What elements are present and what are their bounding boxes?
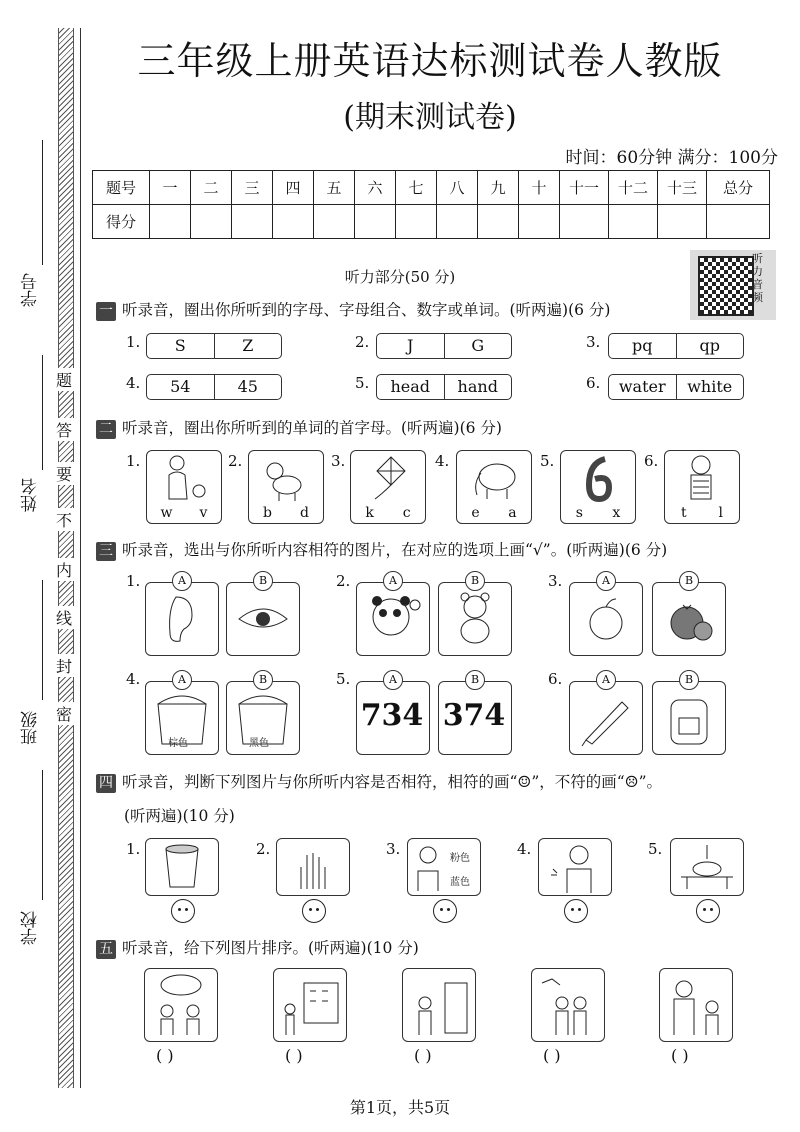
section-text: 听录音，给下列图片排序。(听两遍)(10 分) (122, 939, 419, 957)
sequence-card (402, 968, 476, 1042)
time-info: 时间：60分钟 满分：100分 (565, 148, 778, 168)
letter-a[interactable]: k (365, 505, 374, 521)
score-header-cell: 四 (273, 171, 314, 205)
elephant-icon (457, 451, 531, 503)
tiger-icon (665, 451, 739, 503)
kids-at-door-icon (403, 969, 475, 1041)
order-answer-blank[interactable]: ( ) (156, 1046, 174, 1065)
section-text: 听录音，判断下列图片与你所听内容是否相符，相符的画“☺”，不符的画“☹”。 (122, 773, 662, 791)
choice-card[interactable] (356, 582, 430, 656)
question-number: 3. (331, 452, 346, 470)
letter-a[interactable]: s (575, 505, 583, 521)
score-header-cell: 一 (150, 171, 191, 205)
option-pair (376, 333, 512, 359)
class-label: 班级 (21, 711, 41, 745)
option-a[interactable]: 54 (170, 377, 191, 396)
letter-a[interactable]: e (471, 505, 480, 521)
choice-a-label[interactable]: A (596, 571, 616, 591)
sick-dog-icon (671, 839, 743, 895)
question-number: 1. (126, 840, 141, 858)
question-number: 1. (126, 452, 141, 470)
score-cell[interactable] (314, 205, 355, 239)
score-header-cell: 总分 (707, 171, 770, 205)
face-answer-circle[interactable] (564, 899, 588, 923)
section-4-title (96, 770, 662, 793)
section-text: 听录音，圈出你所听到的字母、字母组合、数字或单词。(听两遍)(6 分) (122, 301, 611, 319)
orange-icon (570, 583, 642, 655)
choice-card[interactable] (438, 681, 512, 755)
sequence-card (659, 968, 733, 1042)
score-table-score-row (93, 205, 770, 239)
section-1-title (96, 298, 610, 321)
eye-icon (227, 583, 299, 655)
score-header-cell: 题号 (93, 171, 150, 205)
order-answer-blank[interactable]: ( ) (285, 1046, 303, 1065)
score-cell[interactable] (437, 205, 478, 239)
choice-b-label[interactable]: B (465, 670, 485, 690)
pen-icon (570, 682, 642, 754)
letter-b[interactable]: l (718, 505, 724, 521)
question-number: 1. (126, 572, 141, 590)
binding-warning-char: 密 (54, 702, 74, 725)
question-number: 3. (548, 572, 563, 590)
option-a[interactable]: head (390, 377, 431, 396)
page-footer: 第1页，共5页 (349, 1098, 451, 1117)
page-title: 三年级上册英语达标测试卷人教版 (137, 39, 723, 83)
picture-card (560, 450, 636, 524)
score-cell[interactable] (191, 205, 232, 239)
section-badge: 三 (96, 542, 116, 561)
name-label: 姓名 (21, 478, 41, 512)
option-a[interactable]: water (618, 377, 666, 396)
section-4-sub: (听两遍)(10 分) (124, 807, 235, 825)
letter-b[interactable]: x (612, 505, 621, 521)
choice-card[interactable] (145, 681, 219, 755)
teddy-bear-icon (439, 583, 511, 655)
question-number: 3. (586, 333, 601, 351)
choice-a-label[interactable]: A (172, 670, 192, 690)
choice-card[interactable] (652, 582, 726, 656)
score-cell[interactable] (560, 205, 609, 239)
question-number: 6. (644, 452, 659, 470)
question-number: 5. (540, 452, 555, 470)
sequence-card (531, 968, 605, 1042)
picture-card (350, 450, 426, 524)
score-cell[interactable] (232, 205, 273, 239)
doctor-icon (147, 451, 221, 503)
choice-card[interactable] (226, 681, 300, 755)
ear-icon (146, 583, 218, 655)
question-number: 6. (586, 374, 601, 392)
picture-card (248, 450, 324, 524)
student-id-field[interactable] (42, 140, 43, 265)
question-number: 1. (126, 333, 141, 351)
score-header-cell: 五 (314, 171, 355, 205)
score-header-cell: 十 (519, 171, 560, 205)
choice-a-label[interactable]: A (596, 670, 616, 690)
choice-card[interactable] (226, 582, 300, 656)
section-badge: 四 (96, 774, 116, 793)
picture-card (456, 450, 532, 524)
name-field[interactable] (42, 355, 43, 470)
score-header-cell: 九 (478, 171, 519, 205)
question-number: 2. (228, 452, 243, 470)
talking-kids-icon (145, 969, 217, 1041)
score-header-cell: 十三 (658, 171, 707, 205)
order-answer-blank[interactable]: ( ) (671, 1046, 689, 1065)
schoolbag-icon (653, 682, 725, 754)
section-text: 听录音，圈出你所听到的单词的首字母。(听两遍)(6 分) (122, 419, 502, 437)
choice-b-label[interactable]: B (253, 670, 273, 690)
score-cell[interactable] (707, 205, 770, 239)
tomato-icon (653, 583, 725, 655)
order-answer-blank[interactable]: ( ) (414, 1046, 432, 1065)
section-badge: 一 (96, 302, 116, 321)
score-row-label: 得分 (93, 205, 150, 239)
section-3-title (96, 538, 667, 561)
order-answer-blank[interactable]: ( ) (543, 1046, 561, 1065)
choice-card[interactable] (652, 681, 726, 755)
option-b[interactable]: 45 (214, 375, 282, 399)
school-label: 学校 (21, 911, 41, 945)
score-header-cell: 八 (437, 171, 478, 205)
choice-a-label[interactable]: A (383, 670, 403, 690)
school-field[interactable] (42, 770, 43, 900)
qr-code-icon (698, 256, 754, 316)
score-cell[interactable] (273, 205, 314, 239)
score-cell[interactable] (609, 205, 658, 239)
score-cell[interactable] (150, 205, 191, 239)
option-pair (608, 333, 744, 359)
score-cell[interactable] (396, 205, 437, 239)
question-number: 2. (336, 572, 351, 590)
score-cell[interactable] (519, 205, 560, 239)
section-text: 听录音，选出与你所听内容相符的图片，在对应的选项上画“√”。(听两遍)(6 分) (122, 541, 668, 559)
choice-card[interactable] (438, 582, 512, 656)
binding-warning-char: 封 (54, 654, 74, 677)
score-cell[interactable] (355, 205, 396, 239)
mother-and-child-icon (660, 969, 732, 1041)
bucket-icon (146, 839, 218, 895)
judge-card (407, 838, 481, 896)
letter-a[interactable]: t (680, 505, 687, 521)
question-number: 5. (648, 840, 663, 858)
qr-code[interactable] (690, 250, 776, 320)
choice-card[interactable] (569, 681, 643, 755)
hand-icon (277, 839, 349, 895)
option-pair (376, 374, 512, 400)
number-six-icon (561, 451, 635, 503)
question-number: 4. (126, 374, 141, 392)
section-badge: 二 (96, 420, 116, 439)
face-answer-circle[interactable] (433, 899, 457, 923)
letter-a[interactable]: b (263, 505, 272, 521)
choice-b-label[interactable]: B (679, 670, 699, 690)
letter-b[interactable]: a (508, 505, 517, 521)
question-number: 2. (355, 333, 370, 351)
choice-a-label[interactable]: A (172, 571, 192, 591)
option-pair (146, 374, 282, 400)
qr-caption: 听力音频 (752, 252, 763, 304)
choice-b-label[interactable]: B (253, 571, 273, 591)
option-a[interactable]: J (407, 336, 414, 355)
option-b[interactable]: qp (676, 334, 744, 358)
section-2-title (96, 416, 502, 439)
boy-clapping-icon (539, 839, 611, 895)
option-b[interactable]: hand (444, 375, 512, 399)
choice-card[interactable] (356, 681, 430, 755)
judge-card (276, 838, 350, 896)
dog-icon (249, 451, 323, 503)
score-cell[interactable] (658, 205, 707, 239)
letter-b[interactable]: d (300, 505, 309, 521)
question-number: 4. (517, 840, 532, 858)
color-label: 蓝色 (450, 877, 470, 888)
kids-pointing-icon (532, 969, 604, 1041)
score-header-cell: 七 (396, 171, 437, 205)
score-cell[interactable] (478, 205, 519, 239)
sequence-card (273, 968, 347, 1042)
listening-header: 听力部分(50 分) (344, 268, 456, 286)
face-answer-circle[interactable] (171, 899, 195, 923)
question-number: 4. (435, 452, 450, 470)
paint-label: 黑色 (249, 738, 269, 749)
binding-warning-char: 不 (54, 508, 74, 531)
option-b[interactable]: Z (214, 334, 282, 358)
binding-warning-char: 线 (54, 606, 74, 629)
picture-card (146, 450, 222, 524)
option-pair (608, 374, 744, 400)
option-b[interactable]: white (676, 375, 744, 399)
binding-warning-char: 要 (54, 462, 74, 485)
sequence-card (144, 968, 218, 1042)
binding-line (80, 28, 81, 1088)
judge-card (145, 838, 219, 896)
judge-card (538, 838, 612, 896)
option-pair (146, 333, 282, 359)
kite-icon (351, 451, 425, 503)
score-header-cell: 三 (232, 171, 273, 205)
letter-b[interactable]: c (402, 505, 411, 521)
score-table (92, 170, 770, 239)
option-a[interactable]: S (174, 336, 186, 355)
question-number: 3. (386, 840, 401, 858)
page-subtitle: (期末测试卷) (343, 100, 517, 135)
number-label: 734 (360, 698, 424, 733)
binding-warning-char: 答 (54, 418, 74, 441)
score-header-cell: 十一 (560, 171, 609, 205)
color-label: 粉色 (450, 853, 470, 864)
score-table-header-row (93, 171, 770, 205)
binding-warning-char: 题 (54, 368, 74, 391)
choice-card[interactable] (145, 582, 219, 656)
school-building-icon (274, 969, 346, 1041)
judge-card (670, 838, 744, 896)
question-number: 5. (336, 670, 351, 688)
score-header-cell: 六 (355, 171, 396, 205)
score-header-cell: 十二 (609, 171, 658, 205)
letter-a[interactable]: w (160, 505, 173, 521)
choice-b-label[interactable]: B (465, 571, 485, 591)
choice-a-label[interactable]: A (383, 571, 403, 591)
score-header-cell: 二 (191, 171, 232, 205)
paint-label: 棕色 (168, 738, 188, 749)
question-number: 4. (126, 670, 141, 688)
choice-b-label[interactable]: B (679, 571, 699, 591)
question-number: 6. (548, 670, 563, 688)
binding-warning-char: 内 (54, 558, 74, 581)
section-5-title (96, 936, 419, 959)
option-a[interactable]: pq (632, 336, 653, 355)
class-field[interactable] (42, 580, 43, 700)
panda-icon (357, 583, 429, 655)
picture-card (664, 450, 740, 524)
choice-card[interactable] (569, 582, 643, 656)
letter-b[interactable]: v (199, 505, 208, 521)
face-answer-circle[interactable] (302, 899, 326, 923)
option-b[interactable]: G (444, 334, 512, 358)
number-label: 374 (442, 698, 506, 733)
face-answer-circle[interactable] (696, 899, 720, 923)
student-id-label: 学号 (21, 273, 41, 307)
question-number: 5. (355, 374, 370, 392)
section-badge: 五 (96, 940, 116, 959)
question-number: 2. (256, 840, 271, 858)
